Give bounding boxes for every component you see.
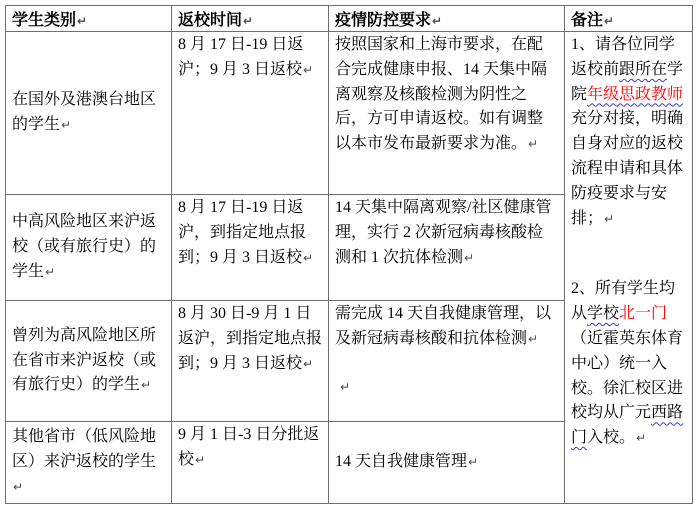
paragraph-mark: ↵ bbox=[141, 378, 152, 393]
remark-paragraph bbox=[571, 33, 686, 231]
cell-requirement-medium-high-risk bbox=[329, 195, 565, 301]
text-run: 年级思政教师 bbox=[587, 85, 684, 103]
col-header-remarks bbox=[565, 6, 693, 32]
paragraph-mark: ↵ bbox=[303, 356, 314, 371]
cell-category-medium-high-risk bbox=[6, 195, 172, 301]
text-run: 跟所在 bbox=[619, 60, 668, 78]
cell-time-overseas-students bbox=[172, 32, 329, 195]
remark-paragraph bbox=[571, 277, 686, 451]
empty-line bbox=[571, 231, 686, 254]
text-run: 1、请各位同学返校前 bbox=[571, 36, 676, 78]
cell-text: 14 天自我健康管理 bbox=[335, 453, 468, 471]
cell-text: 9 月 1 日-3 日分批返校 bbox=[178, 426, 320, 468]
paragraph-mark: ↵ bbox=[243, 14, 254, 28]
text-run: 西路门 bbox=[571, 404, 684, 447]
table-row bbox=[6, 32, 693, 195]
paragraph-mark: ↵ bbox=[432, 14, 443, 28]
paragraph-mark: ↵ bbox=[636, 431, 647, 446]
paragraph-mark: ↵ bbox=[13, 479, 24, 494]
text-run: 充分对接，明确自身对应的返校流程申请和具体防疫要求与安排； bbox=[571, 110, 684, 227]
cell-time-former-high-risk bbox=[172, 301, 329, 422]
text-run: 北一门 bbox=[619, 305, 668, 323]
header-label: 返校时间 bbox=[178, 12, 243, 29]
cell-text: 其他省市（低风险地区）来沪返校的学生 bbox=[12, 428, 157, 471]
col-header-student-category bbox=[6, 6, 172, 32]
text-run: 学校 bbox=[587, 305, 620, 323]
cell-requirement-former-high-risk bbox=[329, 301, 565, 422]
col-header-epidemic-requirements bbox=[329, 6, 565, 32]
cell-requirement-other-provinces bbox=[329, 422, 565, 504]
text-run: （近霍英东体育中心）统一入校。徐汇校区进校均从广元 bbox=[571, 329, 684, 422]
empty-line bbox=[335, 352, 558, 375]
paragraph-mark: ↵ bbox=[195, 452, 206, 467]
cell-category-former-high-risk bbox=[6, 301, 172, 422]
cell-text: 中高风险地区来沪返校（或有旅行史）的学生 bbox=[12, 213, 157, 280]
cell-text: 8 月 17 日-19 日返沪，到指定地点报到；9 月 3 日返校 bbox=[178, 199, 307, 266]
empty-line bbox=[571, 254, 686, 277]
text-run: 2、所有学生均从 bbox=[571, 280, 676, 323]
cell-remarks bbox=[565, 32, 693, 504]
paragraph-mark: ↵ bbox=[303, 62, 314, 77]
header-row bbox=[6, 6, 693, 32]
cell-requirement-overseas-students bbox=[329, 32, 565, 195]
cell-time-other-provinces bbox=[172, 422, 329, 504]
cell-category-other-provinces bbox=[6, 422, 172, 504]
cell-text: 在国外及港澳台地区的学生 bbox=[12, 91, 157, 133]
paragraph-mark: ↵ bbox=[45, 264, 56, 279]
cell-text: 8 月 17 日-19 日返沪；9 月 3 日返校 bbox=[178, 36, 304, 78]
paragraph-mark: ↵ bbox=[464, 250, 475, 265]
cell-category-overseas-students bbox=[6, 32, 172, 195]
empty-paragraph bbox=[335, 375, 558, 400]
header-label: 备注 bbox=[571, 12, 604, 29]
header-label: 学生类别 bbox=[12, 12, 77, 29]
paragraph-mark: ↵ bbox=[77, 14, 88, 28]
cell-text: 曾列为高风险地区所在省市来沪返校（或有旅行史）的学生 bbox=[12, 326, 157, 394]
header-label: 疫情防控要求 bbox=[335, 12, 432, 29]
paragraph-mark: ↵ bbox=[468, 455, 479, 470]
cell-text: 按照国家和上海市要求，在配合完成健康申报、14 天集中隔离观察及核酸检测为阴性之后，方可申请返校。如有调整以本市发布最新要求为准。 bbox=[335, 36, 548, 153]
paragraph-mark: ↵ bbox=[61, 118, 72, 132]
col-header-return-time bbox=[172, 6, 329, 32]
cell-text: 需完成 14 天自我健康管理，以及新冠病毒核酸和抗体检测 bbox=[335, 305, 552, 347]
paragraph-mark: ↵ bbox=[528, 331, 539, 346]
paragraph-mark: ↵ bbox=[303, 250, 314, 265]
text-run: 学院 bbox=[571, 60, 684, 103]
paragraph-mark: ↵ bbox=[340, 379, 351, 394]
paragraph-mark: ↵ bbox=[528, 137, 539, 152]
paragraph-mark: ↵ bbox=[604, 211, 615, 226]
text-run: 入校。 bbox=[587, 429, 636, 447]
cell-text: 8 月 30 日-9 月 1 日返沪，到指定地点报到；9 月 3 日返校 bbox=[178, 305, 323, 372]
paragraph-mark: ↵ bbox=[604, 14, 615, 28]
cell-text: 14 天集中隔离观察/社区健康管理，实行 2 次新冠病毒核酸检测和 1 次抗体检测 bbox=[335, 199, 552, 266]
return-policy-table bbox=[5, 5, 693, 504]
cell-time-medium-high-risk bbox=[172, 195, 329, 301]
